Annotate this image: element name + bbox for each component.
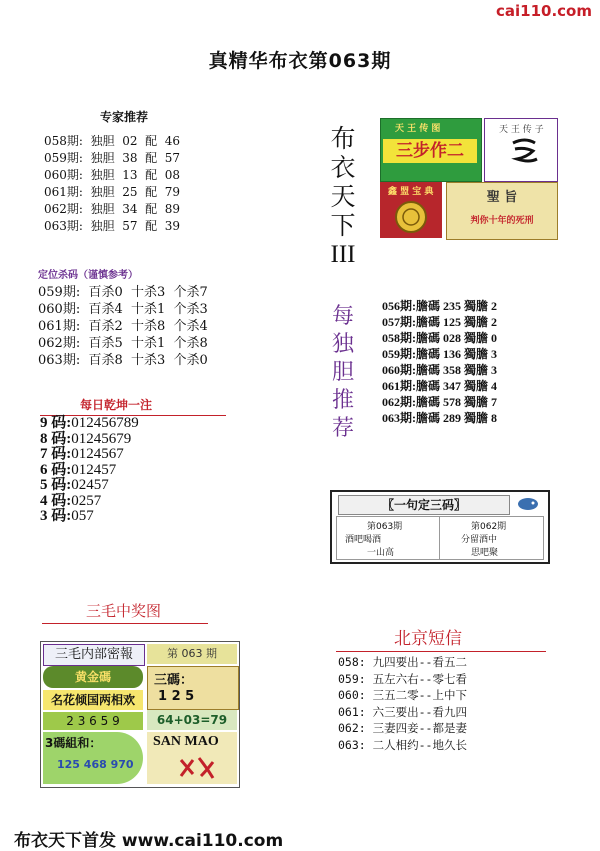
meidu-char: 胆 bbox=[331, 360, 354, 385]
expert-row: 063期: 独胆 57 配 39 bbox=[44, 219, 181, 233]
daily-row bbox=[40, 447, 139, 463]
footer-text: 布衣天下首发 www.cai110.com bbox=[14, 831, 284, 851]
daily-value: 0124567 bbox=[71, 446, 124, 462]
daily-label: 5 码: bbox=[40, 477, 72, 493]
fish-icon bbox=[516, 496, 540, 512]
yiju-box bbox=[330, 490, 550, 564]
meidu-list bbox=[382, 298, 497, 426]
buyi-green-panel bbox=[380, 118, 482, 182]
meidu-char: 每 bbox=[331, 304, 354, 329]
expert-row: 061期: 独胆 25 配 79 bbox=[44, 185, 181, 199]
beijing-heading: 北京短信 bbox=[336, 624, 546, 652]
buyi-banner: 三步作二 bbox=[383, 139, 477, 163]
sanmao-line2: 第 063 期 bbox=[147, 644, 237, 664]
sanmao-line6: 64+03=79 bbox=[147, 710, 237, 730]
position-row: 060期: 百杀4 十杀1 个杀3 bbox=[38, 302, 208, 317]
sanmao-line4: 名花倾国两相欢 bbox=[43, 690, 143, 710]
yiju-col2-line: 分留酒中 bbox=[461, 535, 498, 545]
position-list bbox=[38, 284, 208, 369]
yiju-col1-line: 一山高 bbox=[367, 548, 395, 558]
daily-row bbox=[40, 494, 139, 510]
daily-value: 057 bbox=[71, 508, 94, 524]
sanmao-line7-nums: 125 468 970 bbox=[57, 758, 134, 771]
buyi-vertical-title bbox=[326, 124, 360, 269]
beijing-row: 059: 五左六右--零七看 bbox=[338, 671, 467, 686]
expert-list bbox=[44, 133, 180, 235]
yiju-col1-title: 第063期 bbox=[367, 522, 403, 532]
buyi-char: 天 bbox=[330, 182, 356, 211]
buyi-white-panel bbox=[484, 118, 558, 182]
buyi-red-panel bbox=[380, 182, 442, 238]
position-row: 061期: 百杀2 十杀8 个杀4 bbox=[38, 319, 208, 334]
beijing-row: 058: 九四要出--看五二 bbox=[338, 655, 467, 669]
daily-value: 012456789 bbox=[71, 415, 139, 431]
sanmao-line1: 三毛内部密報 bbox=[43, 644, 145, 666]
meidu-vertical-title bbox=[326, 303, 360, 443]
meidu-row: 061期:膽碼 347 獨膽 4 bbox=[382, 379, 497, 393]
sanmao-brand-panel bbox=[147, 732, 237, 784]
meidu-row: 057期:膽碼 125 獨膽 2 bbox=[382, 315, 497, 329]
expert-row: 059期: 独胆 38 配 57 bbox=[44, 151, 181, 165]
sanmao-image bbox=[40, 641, 240, 788]
buyi-char: 布 bbox=[330, 124, 356, 153]
daily-row bbox=[40, 463, 139, 479]
beijing-list bbox=[338, 654, 467, 753]
beijing-row: 062: 三妻四妾--都是妻 bbox=[338, 721, 467, 735]
meidu-row: 056期:膽碼 235 獨膽 2 bbox=[382, 299, 497, 313]
daily-label: 8 码: bbox=[40, 430, 72, 447]
meidu-char: 推 bbox=[331, 388, 354, 413]
beijing-row: 060: 三五二零--上中下 bbox=[338, 688, 467, 702]
position-row: 059期: 百杀0 十杀3 个杀7 bbox=[38, 285, 208, 300]
daily-heading: 每日乾坤一注 bbox=[40, 396, 226, 416]
position-heading: 定位杀码（谨慎参考） bbox=[38, 270, 138, 281]
daily-label: 9 码: bbox=[40, 415, 72, 431]
daily-row bbox=[40, 509, 139, 525]
beijing-row: 061: 六三要出--看九四 bbox=[338, 704, 467, 719]
daily-label: 6 码: bbox=[40, 461, 72, 478]
sanmao-line3: 三碼： bbox=[154, 673, 194, 688]
yiju-col1-line: 酒吧喝酒 bbox=[345, 535, 382, 545]
meidu-row: 059期:膽碼 136 獨膽 3 bbox=[382, 347, 497, 361]
buyi-char: 衣 bbox=[330, 153, 356, 182]
meidu-row: 062期:膽碼 578 獨膽 7 bbox=[382, 395, 497, 409]
expert-row: 058期: 独胆 02 配 46 bbox=[44, 134, 181, 148]
sanmao-line3-nums: 1 2 5 bbox=[158, 689, 195, 704]
meidu-row: 060期:膽碼 358 獨膽 3 bbox=[382, 363, 497, 377]
meidu-char: 荐 bbox=[331, 416, 354, 441]
site-watermark: cai110.com bbox=[496, 2, 592, 20]
daily-value: 0257 bbox=[71, 492, 102, 509]
calligraphy-icon bbox=[177, 754, 217, 782]
buyi-right-label: 天 王 传 子 bbox=[499, 125, 544, 135]
sanmao-line5: 2 3 6 5 9 bbox=[43, 712, 143, 730]
daily-label: 7 码: bbox=[40, 446, 72, 462]
coin-icon bbox=[394, 200, 428, 234]
scroll-title: 聖 旨 bbox=[486, 190, 518, 205]
daily-row bbox=[40, 432, 139, 448]
page-title: 真精华布衣第063期 bbox=[208, 50, 392, 72]
scroll-text: 判你十年的死刑 bbox=[470, 216, 534, 226]
buyi-char: 下 bbox=[330, 211, 356, 240]
sanmao-brand: SAN MAO bbox=[153, 734, 219, 749]
buyi-top-label: 天 王 传 图 bbox=[395, 124, 441, 134]
sanmao-combo-panel bbox=[43, 732, 143, 784]
sanmao-three-panel bbox=[147, 666, 239, 710]
daily-list bbox=[40, 416, 139, 525]
meidu-row: 058期:膽碼 028 獨膽 0 bbox=[382, 331, 497, 345]
daily-label: 3 码: bbox=[40, 508, 72, 524]
sanmao-heading: 三毛中奖图 bbox=[42, 600, 208, 624]
yiju-table bbox=[336, 516, 544, 560]
buyi-scroll bbox=[446, 182, 558, 240]
position-row: 063期: 百杀8 十杀3 个杀0 bbox=[38, 353, 208, 368]
sanmao-line7: 3碼組和： bbox=[45, 736, 102, 750]
daily-row bbox=[40, 416, 139, 432]
expert-heading: 专家推荐 bbox=[100, 110, 149, 124]
daily-value: 012457 bbox=[71, 461, 117, 478]
beijing-row: 063: 二人相约--地久长 bbox=[338, 737, 467, 752]
buyi-left-bottom: 鑫 盟 宝 典 bbox=[388, 187, 434, 197]
expert-row: 062期: 独胆 34 配 89 bbox=[44, 202, 181, 216]
yiju-col2-line: 思吧聚 bbox=[471, 548, 499, 558]
daily-label: 4 码: bbox=[40, 492, 72, 509]
yiju-col2-title: 第062期 bbox=[471, 522, 507, 532]
daily-value: 01245679 bbox=[71, 430, 132, 447]
calligraphy-icon bbox=[507, 135, 541, 169]
daily-value: 02457 bbox=[71, 477, 109, 493]
position-row: 062期: 百杀5 十杀1 个杀8 bbox=[38, 336, 208, 351]
buyi-image bbox=[380, 118, 558, 240]
daily-row bbox=[40, 478, 139, 494]
meidu-char: 独 bbox=[331, 332, 354, 357]
expert-row: 060期: 独胆 13 配 08 bbox=[44, 168, 181, 182]
yiju-heading: 〖一句定三码〗 bbox=[338, 495, 510, 515]
meidu-row: 063期:膽碼 289 獨膽 8 bbox=[382, 411, 497, 425]
sanmao-badge: 黄金碼 bbox=[43, 666, 143, 688]
buyi-char: III bbox=[330, 241, 356, 268]
